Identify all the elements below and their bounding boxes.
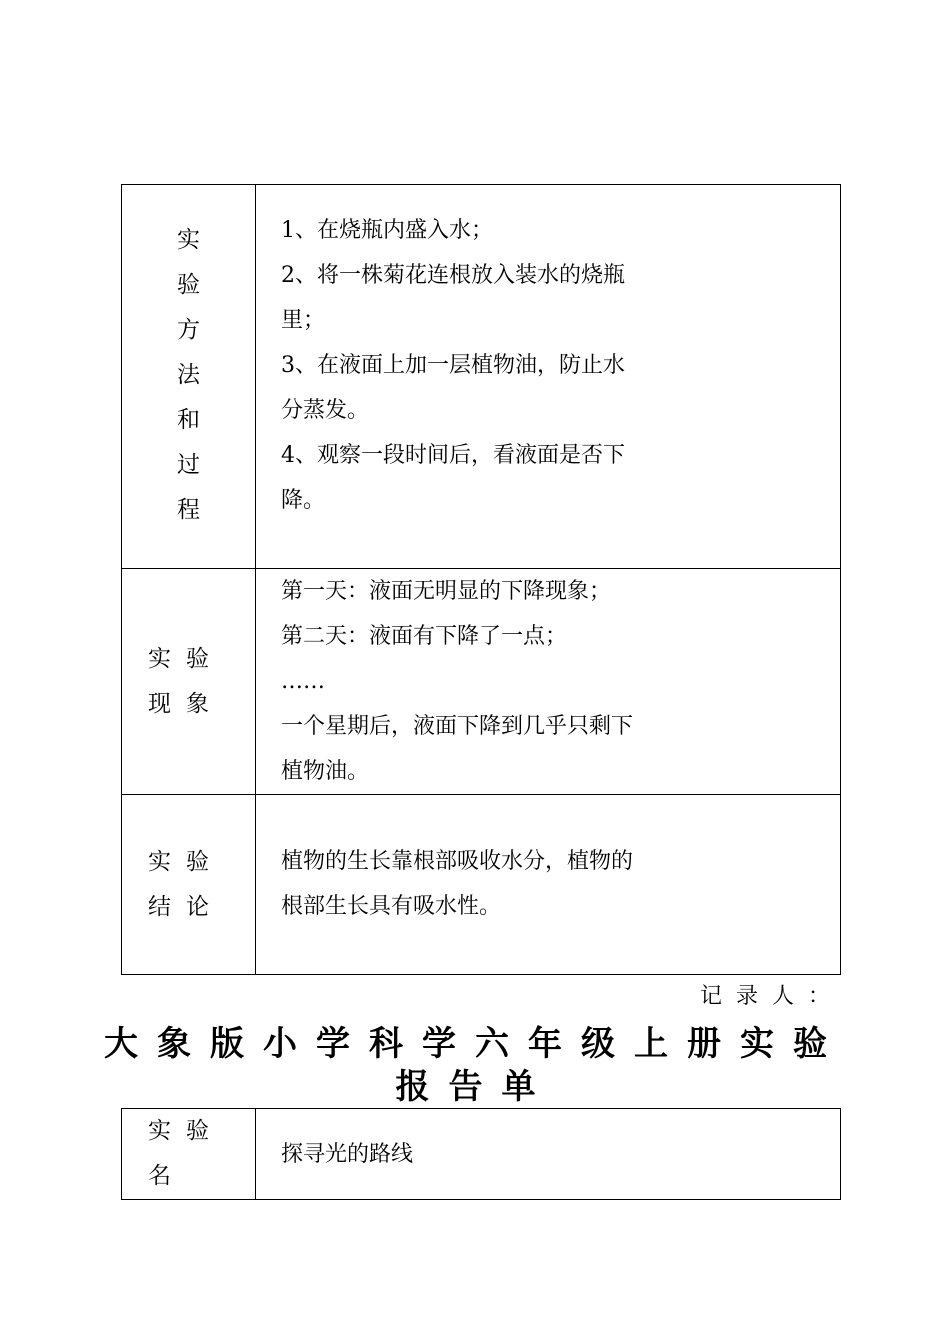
method-label-char: 实 (177, 227, 200, 253)
experiment-table (121, 184, 841, 975)
method-label-char: 程 (177, 497, 200, 523)
method-line: 2、将一株菊花连根放入装水的烧瓶 (281, 263, 625, 288)
phenomenon-line: 第一天：液面无明显的下降现象； (281, 579, 612, 604)
recorder-label: 记录人： (700, 984, 845, 1009)
phenomenon-line: …… (281, 669, 325, 694)
name-value: 探寻光的路线 (281, 1141, 414, 1167)
method-content-cell (256, 185, 841, 569)
conclusion-line: 根部生长具有吸水性。 (281, 893, 502, 919)
name-value-cell (256, 1109, 841, 1200)
method-line: 降。 (281, 488, 326, 513)
method-label-char: 方 (177, 317, 200, 343)
phenomenon-label: 实验现象 (148, 645, 224, 717)
conclusion-label-cell (122, 795, 256, 975)
phenomenon-label-cell (122, 569, 256, 795)
method-label-char: 和 (177, 407, 200, 433)
experiment-name-table (121, 1108, 841, 1200)
conclusion-label: 实验结论 (148, 848, 224, 920)
method-line: 1、在烧瓶内盛入水； (281, 218, 493, 243)
page-title-continued: 报告单 (395, 1067, 555, 1107)
conclusion-content-cell (256, 795, 841, 975)
phenomenon-line: 一个星期后，液面下降到几乎只剩下 (281, 714, 634, 739)
method-label-char: 过 (177, 452, 200, 478)
phenomenon-content-cell (256, 569, 841, 795)
name-label: 实验名 (148, 1118, 224, 1189)
method-label-char: 法 (177, 362, 200, 388)
phenomenon-line: 植物油。 (281, 759, 370, 784)
phenomenon-line: 第二天：液面有下降了一点； (281, 624, 568, 649)
method-label-char: 验 (177, 272, 200, 298)
conclusion-line: 植物的生长靠根部吸收水分，植物的 (281, 848, 634, 874)
name-label-cell (122, 1109, 256, 1200)
method-line: 3、在液面上加一层植物油，防止水 (281, 353, 625, 378)
method-line: 分蒸发。 (281, 398, 370, 423)
method-label-cell (122, 185, 256, 569)
method-line: 里； (281, 308, 326, 333)
method-line: 4、观察一段时间后，看液面是否下 (281, 443, 625, 468)
page-title: 大象版小学科学六年级上册实验 (104, 1024, 846, 1064)
